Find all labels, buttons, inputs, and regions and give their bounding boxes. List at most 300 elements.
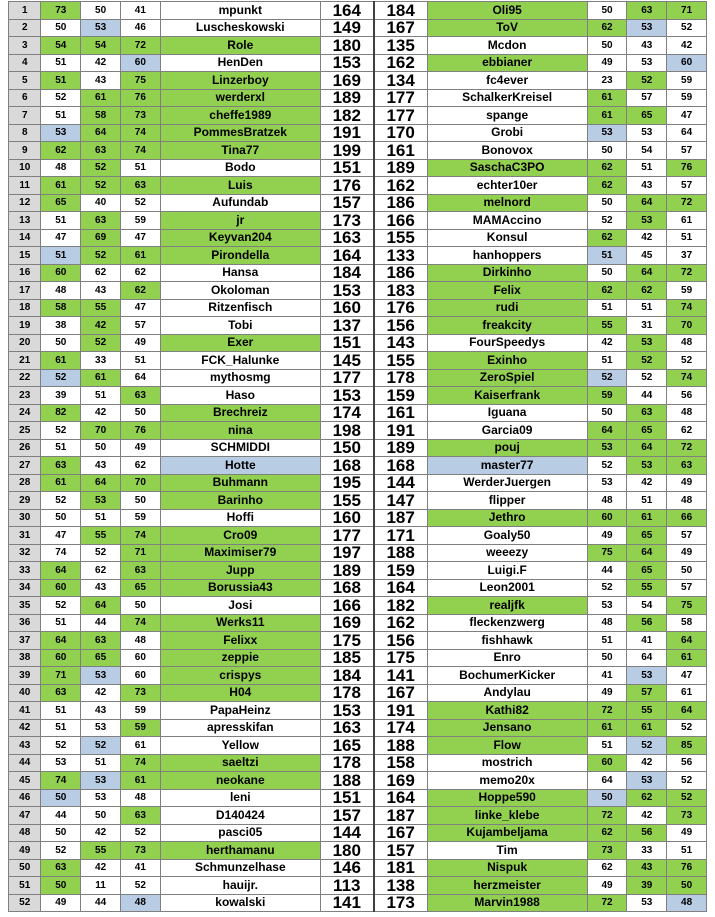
table-row <box>9 37 707 55</box>
right-player-name: SaschaC3PO <box>427 159 587 177</box>
right-matchday-score: 50 <box>587 789 627 807</box>
table-row <box>9 107 707 125</box>
right-matchday-score: 52 <box>627 737 667 755</box>
left-matchday-score: 47 <box>120 229 160 247</box>
left-matchday-score: 59 <box>120 702 160 720</box>
rank-cell: 5 <box>9 72 41 90</box>
table-row <box>9 754 707 772</box>
right-matchday-score: 52 <box>667 352 707 370</box>
right-total-score: 189 <box>374 439 427 457</box>
rank-cell: 13 <box>9 212 41 230</box>
left-matchday-score: 48 <box>41 282 81 300</box>
left-total-score: 165 <box>320 737 373 755</box>
left-total-score: 174 <box>320 404 373 422</box>
table-row <box>9 89 707 107</box>
table-row <box>9 894 707 912</box>
right-player-name: Goaly50 <box>427 527 587 545</box>
left-player-name: Tina77 <box>160 142 320 160</box>
left-matchday-score: 47 <box>120 299 160 317</box>
left-matchday-score: 71 <box>120 544 160 562</box>
left-matchday-score: 42 <box>81 824 121 842</box>
right-matchday-score: 64 <box>627 544 667 562</box>
left-total-score: 160 <box>320 509 373 527</box>
right-player-name: Tim <box>427 842 587 860</box>
rank-cell: 39 <box>9 667 41 685</box>
left-matchday-score: 61 <box>120 247 160 265</box>
right-matchday-score: 23 <box>587 72 627 90</box>
left-matchday-score: 43 <box>81 702 121 720</box>
right-player-name: BochumerKicker <box>427 667 587 685</box>
left-matchday-score: 60 <box>120 54 160 72</box>
right-matchday-score: 47 <box>667 107 707 125</box>
right-player-name: Jensano <box>427 719 587 737</box>
right-matchday-score: 42 <box>627 474 667 492</box>
table-row <box>9 877 707 895</box>
table-row <box>9 859 707 877</box>
left-total-score: 199 <box>320 142 373 160</box>
left-matchday-score: 69 <box>81 229 121 247</box>
right-matchday-score: 70 <box>667 317 707 335</box>
table-row <box>9 509 707 527</box>
right-matchday-score: 50 <box>587 194 627 212</box>
left-matchday-score: 53 <box>81 492 121 510</box>
right-matchday-score: 51 <box>627 492 667 510</box>
left-total-score: 182 <box>320 107 373 125</box>
left-player-name: Jupp <box>160 562 320 580</box>
left-matchday-score: 51 <box>41 439 81 457</box>
right-matchday-score: 55 <box>627 579 667 597</box>
left-matchday-score: 51 <box>41 107 81 125</box>
left-player-name: mythosmg <box>160 369 320 387</box>
left-matchday-score: 74 <box>120 754 160 772</box>
left-matchday-score: 50 <box>120 597 160 615</box>
right-matchday-score: 42 <box>627 807 667 825</box>
table-row <box>9 299 707 317</box>
right-matchday-score: 49 <box>667 824 707 842</box>
left-matchday-score: 58 <box>81 107 121 125</box>
left-matchday-score: 75 <box>120 72 160 90</box>
right-matchday-score: 42 <box>627 229 667 247</box>
right-total-score: 147 <box>374 492 427 510</box>
right-matchday-score: 41 <box>627 632 667 650</box>
right-matchday-score: 64 <box>627 649 667 667</box>
left-matchday-score: 60 <box>120 667 160 685</box>
right-player-name: Leon2001 <box>427 579 587 597</box>
right-matchday-score: 57 <box>667 177 707 195</box>
left-player-name: werderxl <box>160 89 320 107</box>
left-matchday-score: 38 <box>41 317 81 335</box>
left-matchday-score: 63 <box>41 684 81 702</box>
right-matchday-score: 63 <box>667 457 707 475</box>
rank-cell: 2 <box>9 19 41 37</box>
right-matchday-score: 64 <box>587 772 627 790</box>
left-matchday-score: 64 <box>81 124 121 142</box>
left-matchday-score: 44 <box>81 614 121 632</box>
right-total-score: 159 <box>374 562 427 580</box>
table-row <box>9 842 707 860</box>
left-matchday-score: 42 <box>81 684 121 702</box>
right-matchday-score: 54 <box>627 142 667 160</box>
left-player-name: Schmunzelhase <box>160 859 320 877</box>
right-matchday-score: 57 <box>667 142 707 160</box>
table-row <box>9 667 707 685</box>
rank-cell: 16 <box>9 264 41 282</box>
left-matchday-score: 61 <box>41 352 81 370</box>
table-row <box>9 719 707 737</box>
left-matchday-score: 51 <box>41 702 81 720</box>
right-player-name: Kujambeljama <box>427 824 587 842</box>
right-matchday-score: 45 <box>627 247 667 265</box>
left-matchday-score: 61 <box>120 737 160 755</box>
rank-cell: 29 <box>9 492 41 510</box>
left-total-score: 164 <box>320 247 373 265</box>
left-matchday-score: 82 <box>41 404 81 422</box>
rank-cell: 32 <box>9 544 41 562</box>
right-player-name: Luigi.F <box>427 562 587 580</box>
right-total-score: 173 <box>374 894 427 912</box>
left-matchday-score: 72 <box>120 37 160 55</box>
left-matchday-score: 50 <box>41 334 81 352</box>
right-matchday-score: 50 <box>587 2 627 20</box>
left-total-score: 153 <box>320 702 373 720</box>
left-matchday-score: 65 <box>41 194 81 212</box>
right-matchday-score: 48 <box>667 404 707 422</box>
rank-cell: 7 <box>9 107 41 125</box>
right-matchday-score: 62 <box>587 859 627 877</box>
left-matchday-score: 48 <box>120 894 160 912</box>
left-matchday-score: 73 <box>120 684 160 702</box>
right-matchday-score: 62 <box>627 789 667 807</box>
table-row <box>9 492 707 510</box>
right-total-score: 168 <box>374 457 427 475</box>
right-player-name: Jethro <box>427 509 587 527</box>
left-player-name: Ritzenfisch <box>160 299 320 317</box>
right-matchday-score: 64 <box>627 194 667 212</box>
right-total-score: 157 <box>374 842 427 860</box>
left-total-score: 176 <box>320 177 373 195</box>
right-total-score: 166 <box>374 212 427 230</box>
left-player-name: Haso <box>160 387 320 405</box>
left-matchday-score: 33 <box>81 352 121 370</box>
right-matchday-score: 50 <box>667 877 707 895</box>
right-player-name: Mcdon <box>427 37 587 55</box>
left-matchday-score: 63 <box>81 142 121 160</box>
right-matchday-score: 56 <box>627 614 667 632</box>
left-matchday-score: 52 <box>81 737 121 755</box>
table-row <box>9 2 707 20</box>
left-player-name: herthamanu <box>160 842 320 860</box>
left-total-score: 151 <box>320 789 373 807</box>
left-player-name: Borussia43 <box>160 579 320 597</box>
right-matchday-score: 75 <box>587 544 627 562</box>
right-matchday-score: 63 <box>627 404 667 422</box>
left-total-score: 153 <box>320 54 373 72</box>
left-matchday-score: 74 <box>120 142 160 160</box>
right-total-score: 167 <box>374 824 427 842</box>
left-matchday-score: 76 <box>120 89 160 107</box>
rank-cell: 23 <box>9 387 41 405</box>
rank-cell: 48 <box>9 824 41 842</box>
right-total-score: 158 <box>374 754 427 772</box>
left-matchday-score: 48 <box>41 159 81 177</box>
right-matchday-score: 51 <box>587 299 627 317</box>
right-matchday-score: 65 <box>627 107 667 125</box>
left-matchday-score: 50 <box>41 789 81 807</box>
left-total-score: 184 <box>320 667 373 685</box>
right-matchday-score: 53 <box>627 19 667 37</box>
right-player-name: Konsul <box>427 229 587 247</box>
right-total-score: 162 <box>374 54 427 72</box>
left-player-name: apresskifan <box>160 719 320 737</box>
left-matchday-score: 49 <box>41 894 81 912</box>
right-player-name: Enro <box>427 649 587 667</box>
left-total-score: 153 <box>320 282 373 300</box>
right-player-name: Kathi82 <box>427 702 587 720</box>
left-total-score: 184 <box>320 264 373 282</box>
left-player-name: jr <box>160 212 320 230</box>
left-matchday-score: 51 <box>41 719 81 737</box>
left-player-name: PapaHeinz <box>160 702 320 720</box>
left-matchday-score: 42 <box>81 859 121 877</box>
left-matchday-score: 50 <box>41 509 81 527</box>
left-matchday-score: 55 <box>81 299 121 317</box>
left-matchday-score: 58 <box>41 299 81 317</box>
rank-cell: 34 <box>9 579 41 597</box>
left-matchday-score: 53 <box>81 789 121 807</box>
right-matchday-score: 53 <box>627 334 667 352</box>
right-matchday-score: 59 <box>587 387 627 405</box>
left-matchday-score: 60 <box>120 649 160 667</box>
table-row <box>9 177 707 195</box>
left-player-name: FCK_Halunke <box>160 352 320 370</box>
right-matchday-score: 59 <box>667 282 707 300</box>
left-matchday-score: 73 <box>120 107 160 125</box>
left-matchday-score: 46 <box>120 19 160 37</box>
left-matchday-score: 61 <box>41 177 81 195</box>
right-player-name: Iguana <box>427 404 587 422</box>
right-player-name: Oli95 <box>427 2 587 20</box>
left-total-score: 189 <box>320 89 373 107</box>
right-matchday-score: 64 <box>667 124 707 142</box>
rank-cell: 40 <box>9 684 41 702</box>
left-matchday-score: 52 <box>81 334 121 352</box>
right-total-score: 187 <box>374 807 427 825</box>
left-matchday-score: 62 <box>81 562 121 580</box>
right-matchday-score: 53 <box>587 439 627 457</box>
table-row <box>9 54 707 72</box>
table-row <box>9 264 707 282</box>
right-matchday-score: 60 <box>587 754 627 772</box>
left-matchday-score: 59 <box>120 719 160 737</box>
left-total-score: 189 <box>320 562 373 580</box>
left-matchday-score: 53 <box>81 19 121 37</box>
left-total-score: 197 <box>320 544 373 562</box>
rank-cell: 52 <box>9 894 41 912</box>
rank-cell: 12 <box>9 194 41 212</box>
left-player-name: Luis <box>160 177 320 195</box>
table-row <box>9 824 707 842</box>
left-matchday-score: 41 <box>120 859 160 877</box>
left-player-name: crispys <box>160 667 320 685</box>
right-matchday-score: 41 <box>587 667 627 685</box>
table-row <box>9 562 707 580</box>
rank-cell: 24 <box>9 404 41 422</box>
left-matchday-score: 11 <box>81 877 121 895</box>
left-matchday-score: 60 <box>41 264 81 282</box>
table-row <box>9 282 707 300</box>
left-player-name: Yellow <box>160 737 320 755</box>
left-matchday-score: 53 <box>81 719 121 737</box>
left-player-name: Josi <box>160 597 320 615</box>
left-total-score: 177 <box>320 369 373 387</box>
left-matchday-score: 61 <box>41 474 81 492</box>
right-player-name: Andylau <box>427 684 587 702</box>
rank-cell: 22 <box>9 369 41 387</box>
right-matchday-score: 62 <box>587 229 627 247</box>
left-matchday-score: 74 <box>120 614 160 632</box>
right-total-score: 170 <box>374 124 427 142</box>
right-player-name: mostrich <box>427 754 587 772</box>
left-total-score: 191 <box>320 124 373 142</box>
right-total-score: 167 <box>374 19 427 37</box>
left-player-name: mpunkt <box>160 2 320 20</box>
right-matchday-score: 49 <box>587 527 627 545</box>
rank-cell: 47 <box>9 807 41 825</box>
right-player-name: ToV <box>427 19 587 37</box>
right-matchday-score: 58 <box>667 614 707 632</box>
right-matchday-score: 52 <box>667 719 707 737</box>
left-total-score: 178 <box>320 754 373 772</box>
rank-cell: 26 <box>9 439 41 457</box>
right-matchday-score: 48 <box>587 492 627 510</box>
left-matchday-score: 48 <box>120 632 160 650</box>
rank-cell: 42 <box>9 719 41 737</box>
left-matchday-score: 62 <box>120 264 160 282</box>
left-player-name: hauijr. <box>160 877 320 895</box>
right-player-name: weeezy <box>427 544 587 562</box>
left-matchday-score: 52 <box>41 597 81 615</box>
right-matchday-score: 75 <box>667 597 707 615</box>
right-matchday-score: 50 <box>667 562 707 580</box>
right-player-name: fishhawk <box>427 632 587 650</box>
left-matchday-score: 65 <box>120 579 160 597</box>
right-matchday-score: 62 <box>627 282 667 300</box>
rank-cell: 19 <box>9 317 41 335</box>
table-row <box>9 439 707 457</box>
left-matchday-score: 73 <box>120 842 160 860</box>
left-player-name: Cro09 <box>160 527 320 545</box>
right-matchday-score: 85 <box>667 737 707 755</box>
table-row <box>9 72 707 90</box>
left-matchday-score: 52 <box>41 737 81 755</box>
left-player-name: H04 <box>160 684 320 702</box>
left-matchday-score: 62 <box>81 264 121 282</box>
right-matchday-score: 50 <box>587 37 627 55</box>
right-matchday-score: 64 <box>627 264 667 282</box>
right-matchday-score: 52 <box>667 789 707 807</box>
table-row <box>9 19 707 37</box>
left-total-score: 151 <box>320 334 373 352</box>
right-matchday-score: 42 <box>667 37 707 55</box>
table-row <box>9 212 707 230</box>
table-row <box>9 789 707 807</box>
right-matchday-score: 72 <box>667 264 707 282</box>
left-total-score: 163 <box>320 719 373 737</box>
right-matchday-score: 56 <box>667 754 707 772</box>
left-matchday-score: 63 <box>120 807 160 825</box>
rank-cell: 43 <box>9 737 41 755</box>
left-total-score: 145 <box>320 352 373 370</box>
rank-cell: 11 <box>9 177 41 195</box>
rank-cell: 21 <box>9 352 41 370</box>
left-total-score: 113 <box>320 877 373 895</box>
right-matchday-score: 62 <box>587 159 627 177</box>
left-player-name: neokane <box>160 772 320 790</box>
right-matchday-score: 52 <box>627 369 667 387</box>
left-matchday-score: 42 <box>81 317 121 335</box>
left-total-score: 137 <box>320 317 373 335</box>
right-total-score: 162 <box>374 177 427 195</box>
right-matchday-score: 53 <box>587 597 627 615</box>
right-matchday-score: 72 <box>587 894 627 912</box>
left-matchday-score: 49 <box>120 439 160 457</box>
left-player-name: zeppie <box>160 649 320 667</box>
right-total-score: 184 <box>374 2 427 20</box>
right-matchday-score: 39 <box>627 877 667 895</box>
left-total-score: 168 <box>320 579 373 597</box>
right-matchday-score: 53 <box>627 212 667 230</box>
rank-cell: 37 <box>9 632 41 650</box>
right-matchday-score: 74 <box>667 299 707 317</box>
left-player-name: HenDen <box>160 54 320 72</box>
left-player-name: Barinho <box>160 492 320 510</box>
right-total-score: 174 <box>374 719 427 737</box>
right-player-name: Marvin1988 <box>427 894 587 912</box>
right-player-name: Nispuk <box>427 859 587 877</box>
left-matchday-score: 50 <box>81 2 121 20</box>
table-row <box>9 457 707 475</box>
right-matchday-score: 59 <box>667 72 707 90</box>
right-player-name: freakcity <box>427 317 587 335</box>
right-matchday-score: 48 <box>667 894 707 912</box>
left-player-name: Tobi <box>160 317 320 335</box>
left-matchday-score: 50 <box>120 492 160 510</box>
right-total-score: 181 <box>374 859 427 877</box>
right-total-score: 189 <box>374 159 427 177</box>
right-player-name: Kaiserfrank <box>427 387 587 405</box>
rank-cell: 50 <box>9 859 41 877</box>
left-total-score: 195 <box>320 474 373 492</box>
right-matchday-score: 64 <box>587 422 627 440</box>
right-player-name: melnord <box>427 194 587 212</box>
right-matchday-score: 55 <box>627 702 667 720</box>
right-matchday-score: 76 <box>667 859 707 877</box>
right-matchday-score: 64 <box>667 632 707 650</box>
left-total-score: 150 <box>320 439 373 457</box>
right-total-score: 164 <box>374 789 427 807</box>
right-matchday-score: 56 <box>667 387 707 405</box>
right-matchday-score: 62 <box>587 19 627 37</box>
left-player-name: D140424 <box>160 807 320 825</box>
right-matchday-score: 61 <box>587 719 627 737</box>
left-matchday-score: 62 <box>120 282 160 300</box>
rank-cell: 28 <box>9 474 41 492</box>
left-player-name: PommesBratzek <box>160 124 320 142</box>
table-row <box>9 229 707 247</box>
left-matchday-score: 61 <box>81 369 121 387</box>
right-matchday-score: 62 <box>587 824 627 842</box>
right-player-name: FourSpeedys <box>427 334 587 352</box>
